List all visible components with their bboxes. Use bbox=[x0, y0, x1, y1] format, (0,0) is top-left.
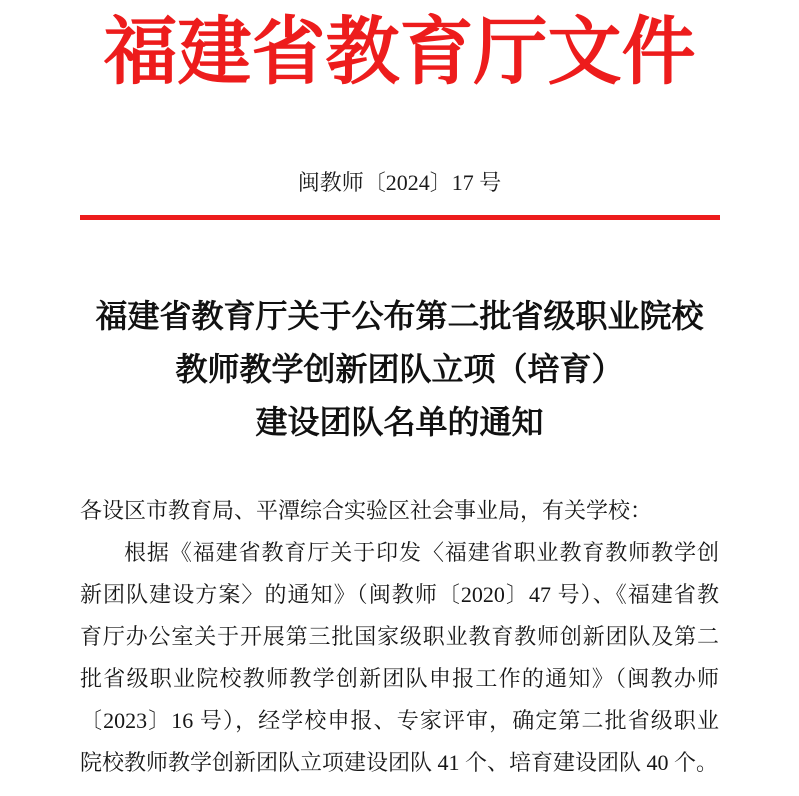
red-divider-line bbox=[80, 215, 720, 220]
document-masthead-title: 福建省教育厅文件 bbox=[103, 12, 696, 94]
document-number: 闽教师〔2024〕17 号 bbox=[297, 170, 502, 195]
body-paragraph-line: 育厅办公室关于开展第三批国家级职业教育教师创新团队及第二 bbox=[80, 624, 719, 649]
body-paragraph-line: 〔2023〕16 号），经学校申报、专家评审，确定第二批省级职业 bbox=[80, 708, 719, 733]
body-paragraph-line: 新团队建设方案〉的通知》（闽教师〔2020〕47 号）、《福建省教 bbox=[80, 582, 719, 607]
document-title-line-2: 教师教学创新团队立项（培育） bbox=[175, 351, 624, 387]
body-paragraph-line: 批省级职业院校教师教学创新团队申报工作的通知》（闽教办师 bbox=[80, 666, 719, 691]
document-title bbox=[0, 290, 799, 449]
body-paragraph-line: 院校教师教学创新团队立项建设团队 41 个、培育建设团队 40 个。 bbox=[80, 750, 719, 775]
salutation-line: 各设区市教育局、平潭综合实验区社会事业局，有关学校： bbox=[80, 498, 653, 523]
document-body bbox=[80, 490, 719, 784]
document-title-line-1: 福建省教育厅关于公布第二批省级职业院校 bbox=[95, 298, 704, 334]
body-paragraph-line: 根据《福建省教育厅关于印发〈福建省职业教育教师教学创 bbox=[124, 540, 719, 565]
document-title-line-3: 建设团队名单的通知 bbox=[255, 404, 544, 440]
